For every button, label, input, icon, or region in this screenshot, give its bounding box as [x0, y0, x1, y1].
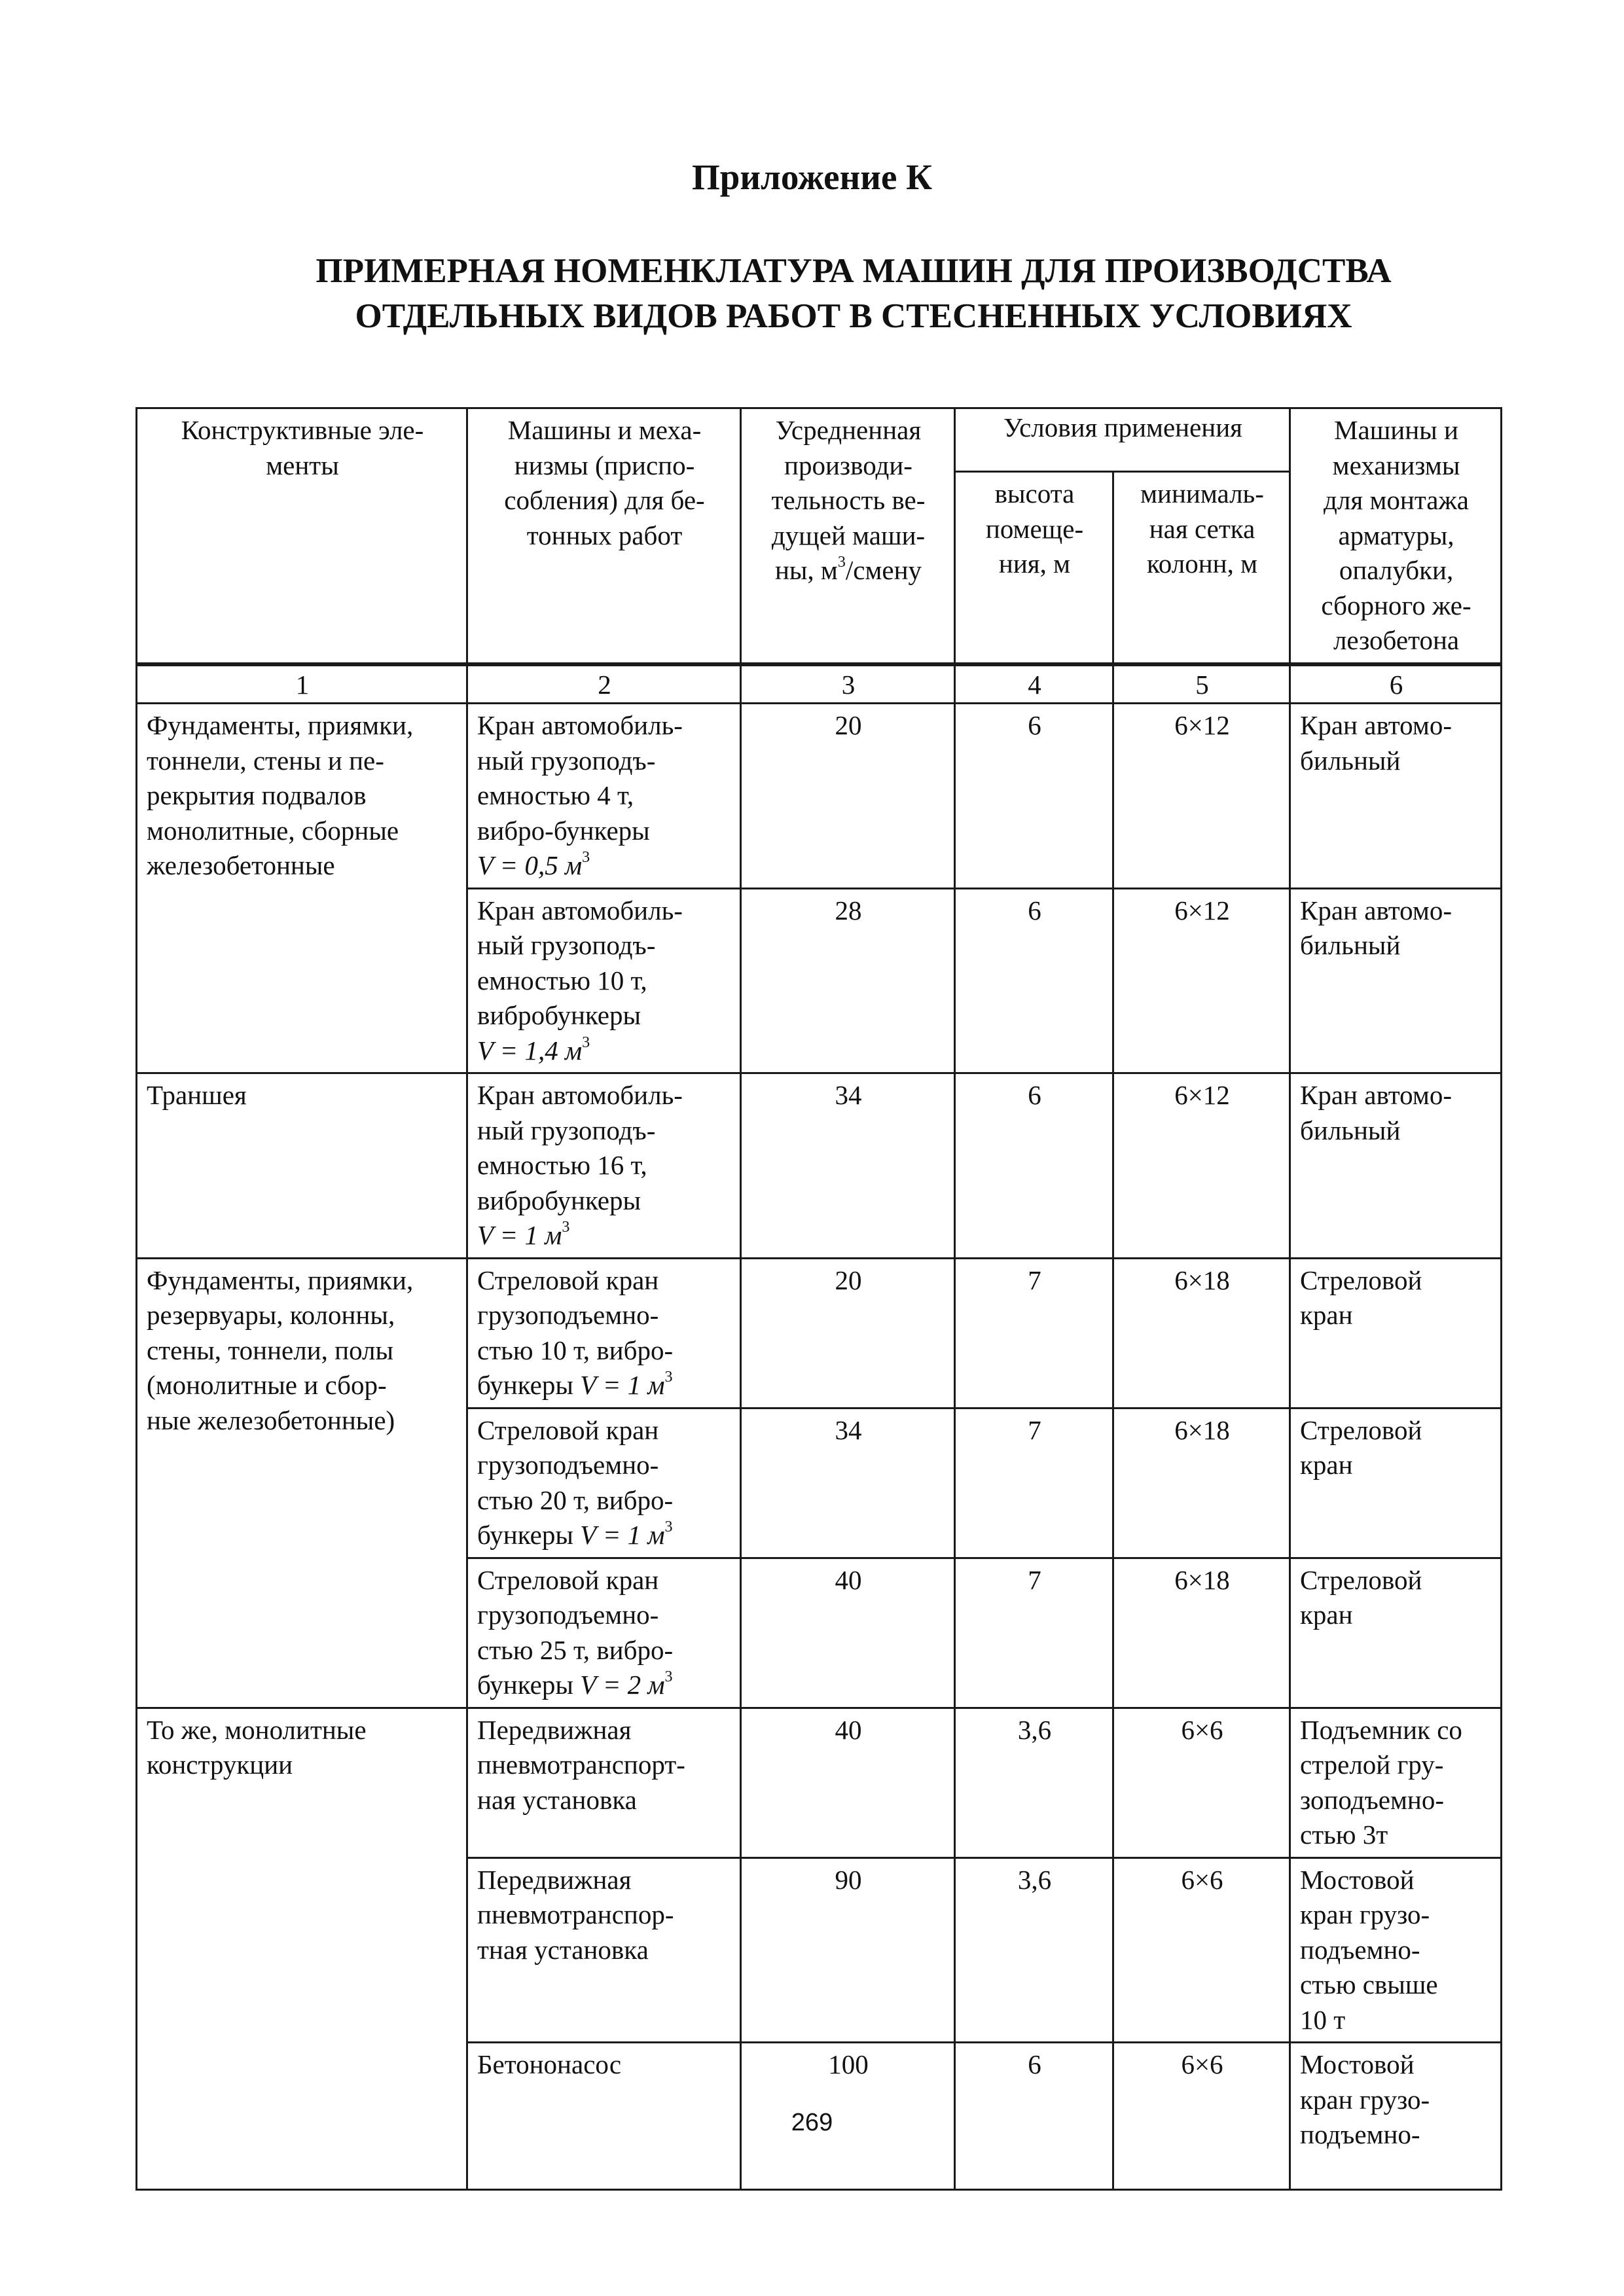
bunker-volume: V = 0,5 м — [477, 850, 583, 880]
room-height-cell: 7 — [955, 1408, 1113, 1558]
productivity-cell: 34 — [741, 1073, 955, 1259]
column-grid-cell: 6×12 — [1113, 704, 1290, 889]
header-concrete-machines: Машины и меха- низмы (приспо- собления) для бе- тонных работ — [467, 408, 741, 664]
column-grid-cell: 6×6 — [1113, 2043, 1290, 2190]
document-title-line: ПРИМЕРНАЯ НОМЕНКЛАТУРА МАШИН ДЛЯ ПРОИЗВОДСТВА — [316, 252, 1392, 290]
table-row — [137, 704, 1502, 889]
column-grid-cell: 6×6 — [1113, 1857, 1290, 2043]
machine-text: Кран автомобиль- ный грузоподъ- емностью 16 т, вибробункеры — [477, 1080, 683, 1215]
header-mounting-machines: Машины и механизмы для монтажа арматуры, опалубки, сборного же- лезобетона — [1290, 408, 1502, 664]
column-number: 3 — [741, 664, 955, 704]
productivity-cell: 28 — [741, 888, 955, 1073]
productivity-cell: 34 — [741, 1408, 955, 1558]
mounting-machine-cell: Стреловой кран — [1290, 1258, 1502, 1408]
structural-element-cell: Фундаменты, приямки, тоннели, стены и пе- рекрытия подвалов монолитные, сборные железобетонные — [137, 704, 467, 1073]
bunker-volume: V = 2 м — [580, 1670, 665, 1700]
header-room-height: высота помеще- ния, м — [955, 472, 1113, 664]
column-grid-cell: 6×12 — [1113, 888, 1290, 1073]
document-title-line: ОТДЕЛЬНЫХ ВИДОВ РАБОТ В СТЕСНЕННЫХ УСЛОВИЯХ — [355, 297, 1352, 335]
column-number: 4 — [955, 664, 1113, 704]
room-height-cell: 6 — [955, 888, 1113, 1073]
machine-text: Стреловой кран грузоподъемно- стью 20 т, вибро- бункеры — [477, 1414, 674, 1550]
table-row — [137, 1073, 1502, 1259]
concrete-machine-cell — [467, 888, 741, 1073]
table-row — [137, 1258, 1502, 1408]
productivity-cell: 40 — [741, 1558, 955, 1708]
column-grid-cell: 6×18 — [1113, 1558, 1290, 1708]
bunker-volume-sup: 3 — [582, 1033, 590, 1051]
room-height-cell: 6 — [955, 704, 1113, 889]
header-column-grid: минималь- ная сетка колонн, м — [1113, 472, 1290, 664]
machine-text: Бетононасос — [477, 2049, 622, 2079]
structural-element-cell: Фундаменты, приямки, резервуары, колонны, стены, тоннели, полы (монолитные и сбор- ные железобетонные) — [137, 1258, 467, 1708]
mounting-machine-cell: Подъемник со стрелой гру- зоподъемно- стью 3т — [1290, 1708, 1502, 1857]
concrete-machine-cell — [467, 1708, 741, 1857]
productivity-cell: 100 — [741, 2043, 955, 2190]
column-number: 1 — [137, 664, 467, 704]
mounting-machine-cell: Стреловой кран — [1290, 1408, 1502, 1558]
column-number: 6 — [1290, 664, 1502, 704]
header-productivity-unit: /смену — [845, 555, 922, 585]
mounting-machine-cell: Кран автомо- бильный — [1290, 1073, 1502, 1259]
machine-text: Кран автомобиль- ный грузоподъ- емностью 4 т, вибро-бункеры — [477, 710, 683, 846]
appendix-title: Приложение К — [691, 157, 933, 197]
room-height-cell: 6 — [955, 1073, 1113, 1259]
mounting-machine-cell: Стреловой кран — [1290, 1558, 1502, 1708]
table-header-row — [137, 408, 1502, 472]
mounting-machine-cell: Мостовой кран грузо- подъемно- — [1290, 2043, 1502, 2190]
machine-text: Кран автомобиль- ный грузоподъ- емностью 10 т, вибробункеры — [477, 895, 683, 1030]
concrete-machine-cell — [467, 704, 741, 889]
column-number: 2 — [467, 664, 741, 704]
bunker-volume: V = 1 м — [580, 1370, 665, 1400]
header-productivity — [741, 408, 955, 664]
concrete-machine-cell — [467, 1258, 741, 1408]
table-row — [137, 1708, 1502, 1857]
structural-element-cell: То же, монолитные конструкции — [137, 1708, 467, 2190]
bunker-volume: V = 1 м — [477, 1220, 562, 1250]
structural-element-cell: Траншея — [137, 1073, 467, 1259]
bunker-volume-sup: 3 — [664, 1668, 673, 1685]
machine-text: Стреловой кран грузоподъемно- стью 10 т, вибро- бункеры — [477, 1265, 674, 1400]
bunker-volume-sup: 3 — [582, 849, 590, 866]
concrete-machine-cell — [467, 1558, 741, 1708]
machine-text: Передвижная пневмотранспорт- ная установка — [477, 1714, 685, 1815]
productivity-cell: 90 — [741, 1857, 955, 2043]
room-height-cell: 6 — [955, 2043, 1113, 2190]
productivity-cell: 40 — [741, 1708, 955, 1857]
concrete-machine-cell — [467, 1857, 741, 2043]
page-number: 269 — [791, 2109, 833, 2136]
concrete-machine-cell — [467, 1408, 741, 1558]
column-grid-cell: 6×18 — [1113, 1408, 1290, 1558]
bunker-volume-sup: 3 — [562, 1219, 570, 1236]
column-grid-cell: 6×18 — [1113, 1258, 1290, 1408]
column-grid-cell: 6×6 — [1113, 1708, 1290, 1857]
mounting-machine-cell: Мостовой кран грузо- подъемно- стью свыше 10 т — [1290, 1857, 1502, 2043]
column-number: 5 — [1113, 664, 1290, 704]
machines-table — [135, 407, 1502, 2191]
header-productivity-text: Усредненная производи- тельность ве- дущей маши- ны, м — [771, 415, 926, 585]
column-number-row — [137, 664, 1502, 704]
room-height-cell: 7 — [955, 1258, 1113, 1408]
mounting-machine-cell: Кран автомо- бильный — [1290, 888, 1502, 1073]
machine-text: Стреловой кран грузоподъемно- стью 25 т, вибро- бункеры — [477, 1564, 674, 1700]
room-height-cell: 7 — [955, 1558, 1113, 1708]
bunker-volume-sup: 3 — [664, 1369, 673, 1386]
bunker-volume: V = 1,4 м — [477, 1035, 583, 1066]
header-productivity-sup: 3 — [837, 554, 846, 571]
document-title — [223, 249, 1485, 339]
header-structural-elements: Конструктивные эле- менты — [137, 408, 467, 664]
header-conditions-group: Условия применения — [955, 408, 1290, 472]
mounting-machine-cell: Кран автомо- бильный — [1290, 704, 1502, 889]
productivity-cell: 20 — [741, 1258, 955, 1408]
column-grid-cell: 6×12 — [1113, 1073, 1290, 1259]
bunker-volume-sup: 3 — [664, 1518, 673, 1535]
machine-text: Передвижная пневмотранспор- тная установка — [477, 1864, 674, 1965]
productivity-cell: 20 — [741, 704, 955, 889]
concrete-machine-cell — [467, 1073, 741, 1259]
room-height-cell: 3,6 — [955, 1708, 1113, 1857]
room-height-cell: 3,6 — [955, 1857, 1113, 2043]
bunker-volume: V = 1 м — [580, 1520, 665, 1550]
table-body — [137, 704, 1502, 2190]
